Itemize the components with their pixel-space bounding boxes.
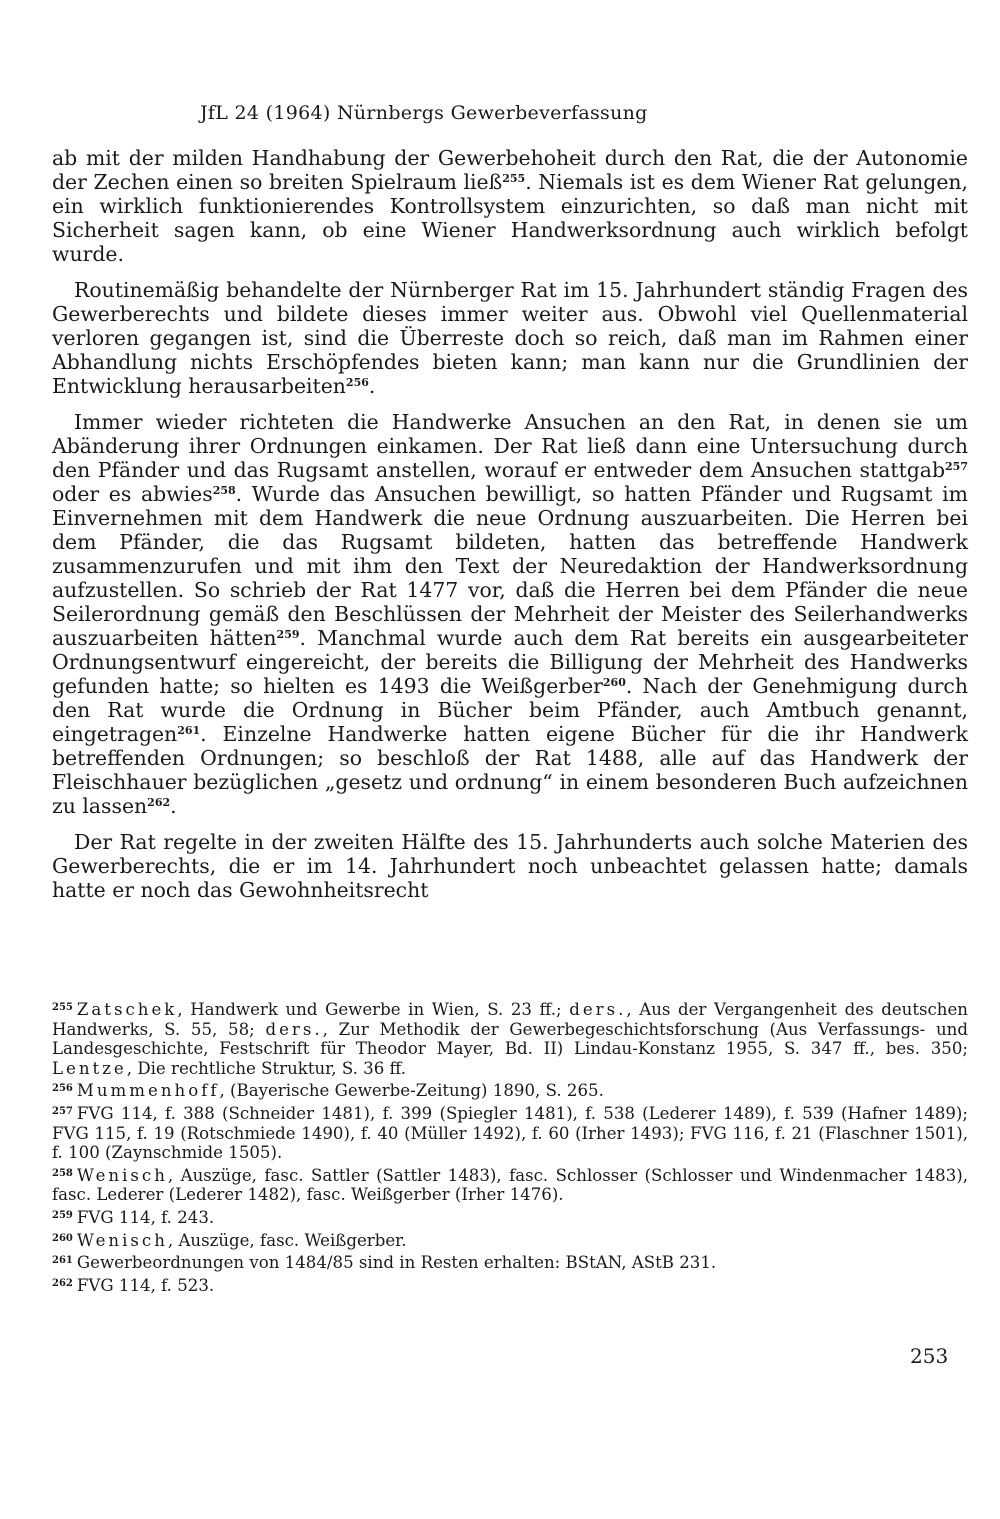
author-name: Wenisch	[76, 1230, 168, 1250]
text-run: , (Bayerische Gewerbe-Zeitung) 1890, S. 265.	[219, 1081, 604, 1101]
text-run: , Zur Methodik der Gewerbegeschichtsforschung (Aus Verfassungs- und Landesgeschichte, Festschrift für Theodor Mayer, Bd. II) Lindau-Konstanz 1955, S. 347 ff., bes. 350;	[52, 1019, 968, 1059]
footnote-ref: 257	[945, 460, 968, 473]
paragraph	[52, 830, 968, 902]
footnote-number: 258	[52, 1167, 73, 1179]
text-run: , Aus der Vergangenheit des deutschen Handwerks, S. 55, 58;	[52, 1000, 968, 1039]
author-name: Lentze	[52, 1058, 127, 1078]
text-run: .	[368, 374, 376, 398]
text-run: Gewerbeordnungen von 1484/85 sind in Resten erhalten: BStAN, AStB 231.	[76, 1253, 717, 1273]
footnote-number: 261	[52, 1255, 73, 1267]
footnote	[52, 1208, 968, 1228]
footnote	[52, 1104, 968, 1163]
text-run: ab mit der milden Handhabung der Gewerbehoheit durch den Rat, die der Autonomie der Zechen einen so breiten Spielraum ließ	[52, 146, 968, 194]
footnote-ref: 259	[276, 628, 300, 641]
text-run: FVG 114, f. 388 (Schneider 1481), f. 399 (Spiegler 1481), f. 538 (Lederer 1489), f. 539 (Hafner 1489); FVG 115, f. 19 (Rotschmiede 1490), f. 40 (Müller 1492), f. 60 (Irher 1493); FVG 116, f. 21 (Flaschner 1501), f. 100 (Zaynschmide 1505).	[52, 1103, 968, 1163]
paragraph	[52, 146, 968, 266]
text-run: .	[170, 794, 177, 818]
paragraph	[52, 410, 968, 818]
text-run: . Wurde das Ansuchen bewilligt, so hatten Pfänder und Rugsamt im Einvernehmen mit dem Handwerk die neue Ordnung auszuarbeiten. Die Herren bei dem Pfänder, die das Rugsamt bildeten, hatten das betreffende Handwerk zusammenzurufen und mit ihm den Text der Neuredaktion der Handwerksordnung aufzustellen. So schrieb der Rat 1477 vor, daß die Herren bei dem Pfänder die neue Seilerordnung gemäß den Beschlüssen der Mehrheit der Meister des Seilerhandwerks auszuarbeiten hätten	[52, 482, 968, 650]
text-run: , Handwerk und Gewerbe in Wien, S. 23 ff.;	[177, 1000, 570, 1019]
footnote	[52, 1166, 968, 1205]
author-name: Wenisch	[76, 1165, 168, 1185]
text-run: Der Rat regelte in der zweiten Hälfte des 15. Jahrhunderts auch solche Materien des Gewerberechts, die er im 14. Jahrhundert noch unbeachtet gelassen hatte; damals hatte er noch das Gewohnheitsrecht	[52, 830, 968, 902]
text-run: , Auszüge, fasc. Sattler (Sattler 1483), fasc. Schlosser (Schlosser und Windenmacher 1483), fasc. Lederer (Lederer 1482), fasc. Weißgerber (Irher 1476).	[52, 1165, 968, 1205]
footnote-ref: 260	[602, 676, 626, 689]
footnote-number: 260	[52, 1232, 73, 1244]
footnote-ref: 262	[147, 796, 171, 809]
footnote-number: 259	[52, 1209, 73, 1221]
running-header: JfL 24 (1964) Nürnbergs Gewerbeverfassung	[200, 102, 648, 124]
footnote-number: 256	[52, 1083, 73, 1095]
text-run: , Die rechtliche Struktur, S. 36 ff.	[126, 1058, 407, 1078]
text-run: FVG 114, f. 243.	[76, 1207, 215, 1227]
footnotes	[52, 1000, 968, 1298]
footnote	[52, 1081, 968, 1101]
footnote-ref: 261	[177, 724, 201, 737]
body-text	[52, 146, 968, 914]
footnote-ref: 256	[345, 376, 369, 389]
footnote	[52, 1253, 968, 1273]
text-run: oder es abwies	[52, 482, 213, 506]
footnote-ref: 255	[502, 172, 526, 185]
text-run: . Manchmal wurde auch dem Rat bereits ein ausgearbeiteter Ordnungsentwurf eingereicht, der bereits die Billigung der Mehrheit des Handwerks gefunden hatte; so hielten es 1493 die Weißgerber	[52, 626, 968, 698]
author-name: Mummenhoff	[76, 1081, 220, 1101]
footnote	[52, 1000, 968, 1078]
footnote	[52, 1276, 968, 1296]
text-run: . Niemals ist es dem Wiener Rat gelungen, ein wirklich funktionierendes Kontrollsystem einzurichten, so daß man nicht mit Sicherheit sagen kann, ob eine Wiener Handwerksordnung auch wirklich befolgt wurde.	[52, 170, 969, 266]
page-number: 253	[910, 1344, 949, 1368]
footnote	[52, 1231, 968, 1251]
text-run: Routinemäßig behandelte der Nürnberger Rat im 15. Jahrhundert ständig Fragen des Gewerberechts und bildete dieses immer weiter aus. Obwohl viel Quellenmaterial verloren gegangen ist, sind die Überreste doch so reich, daß man im Rahmen einer Abhandlung nichts Erschöpfendes bieten kann; man kann nur die Grundlinien der Entwicklung herausarbeiten	[52, 278, 968, 398]
author-name: ders.	[569, 1000, 627, 1019]
text-run: , Auszüge, fasc. Weißgerber.	[167, 1230, 407, 1250]
footnote-number: 255	[52, 1002, 73, 1013]
text-run: . Nach der Genehmigung durch den Rat wurde die Ordnung in Bücher beim Pfänder, auch Amtbuch genannt, eingetragen	[52, 674, 968, 746]
footnote-number: 257	[52, 1105, 73, 1117]
text-run: Immer wieder richteten die Handwerke Ansuchen an den Rat, in denen sie um Abänderung ihrer Ordnungen einkamen. Der Rat ließ dann eine Untersuchung durch den Pfänder und das Rugsamt anstellen, worauf er entweder dem Ansuchen stattgab	[52, 410, 968, 482]
text-run: . Einzelne Handwerke hatten eigene Bücher für die ihr Handwerk betreffenden Ordnungen; so beschloß der Rat 1488, alle auf das Handwerk der Fleischhauer bezüglichen „gesetz und ordnung“ in einem besonderen Buch aufzeichnen zu lassen	[52, 722, 968, 818]
author-name: ders.	[265, 1019, 323, 1039]
text-run: FVG 114, f. 523.	[76, 1275, 215, 1295]
footnote-number: 262	[52, 1277, 73, 1289]
author-name: Zatschek	[76, 1000, 178, 1019]
paragraph	[52, 278, 968, 398]
footnote-ref: 258	[212, 484, 236, 497]
